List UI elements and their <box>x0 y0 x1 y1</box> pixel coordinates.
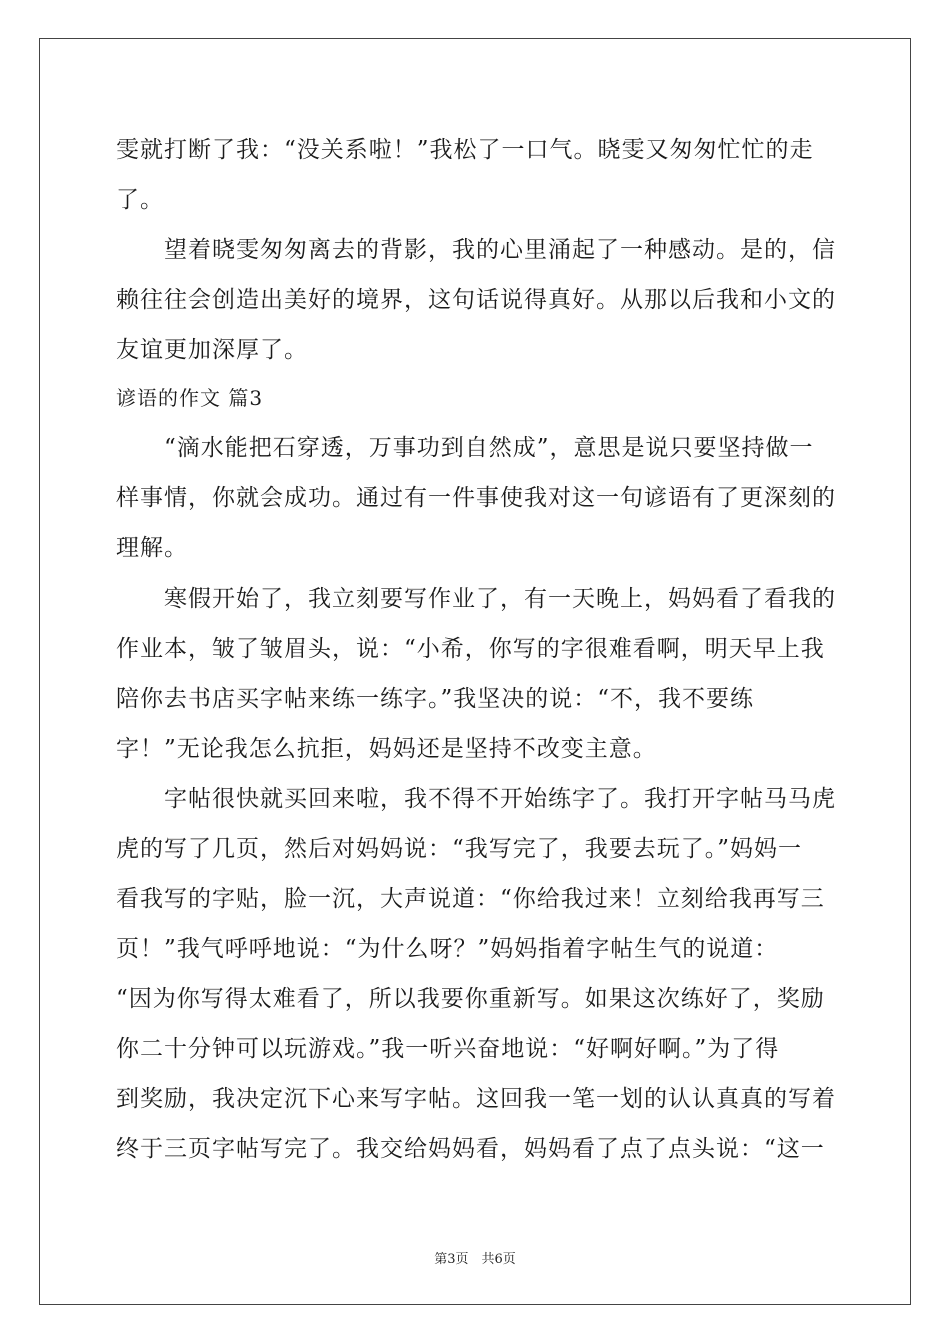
text-line: 你二十分钟可以玩游戏。”我一听兴奋地说：“好啊好啊。”为了得 <box>116 1036 780 1062</box>
text-line: 作业本，皱了皱眉头，说：“小希，你写的字很难看啊，明天早上我 <box>116 636 825 662</box>
text-line: 寒假开始了，我立刻要写作业了，有一天晚上，妈妈看了看我的 <box>116 586 836 612</box>
text-line: 看我写的字贴，脸一沉，大声说道：“你给我过来！立刻给我再写三 <box>116 886 825 912</box>
page-border <box>39 38 911 1305</box>
text-line: 到奖励，我决定沉下心来写字帖。这回我一笔一划的认认真真的写着 <box>116 1086 836 1112</box>
text-line: 字帖很快就买回来啦，我不得不开始练字了。我打开字帖马马虎 <box>116 786 836 812</box>
text-line: 理解。 <box>116 535 188 561</box>
text-line: 友谊更加深厚了。 <box>116 337 308 363</box>
page-number: 第3页 共6页 <box>434 1252 516 1267</box>
text-line: 字！”无论我怎么抗拒，妈妈还是坚持不改变主意。 <box>116 736 657 762</box>
text-line: “滴水能把石穿透，万事功到自然成”，意思是说只要坚持做一 <box>116 435 814 461</box>
text-line: 陪你去书店买字帖来练一练字。”我坚决的说：“不，我不要练 <box>116 686 755 712</box>
text-line: 了。 <box>116 187 164 213</box>
text-line: 赖往往会创造出美好的境界，这句话说得真好。从那以后我和小文的 <box>116 287 836 313</box>
text-line: 雯就打断了我：“没关系啦！”我松了一口气。晓雯又匆匆忙忙的走 <box>116 137 814 163</box>
text-line: 终于三页字帖写完了。我交给妈妈看，妈妈看了点了点头说：“这一 <box>116 1136 825 1162</box>
text-line: 页！”我气呼呼地说：“为什么呀？”妈妈指着字帖生气的说道： <box>116 936 779 962</box>
text-line: 样事情，你就会成功。通过有一件事使我对这一句谚语有了更深刻的 <box>116 485 836 511</box>
text-line: 望着晓雯匆匆离去的背影，我的心里涌起了一种感动。是的，信 <box>116 237 836 263</box>
section-heading: 谚语的作文 篇3 <box>116 386 264 410</box>
text-line: “因为你写得太难看了，所以我要你重新写。如果这次练好了，奖励 <box>116 986 825 1012</box>
text-line: 虎的写了几页，然后对妈妈说：“我写完了，我要去玩了。”妈妈一 <box>116 836 803 862</box>
